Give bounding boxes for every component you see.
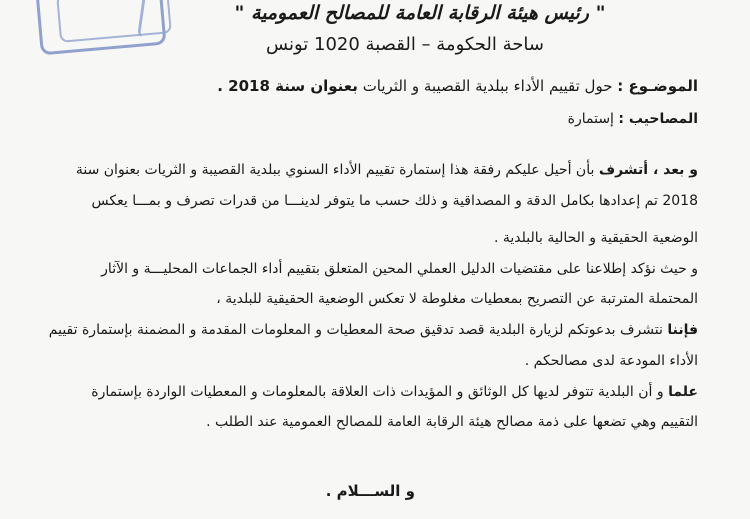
body-line-7: الأداء المودعة لدى مصالحكم . xyxy=(524,353,698,369)
body-line-6-lead: فإننا xyxy=(667,322,698,338)
body-line-8-text: و أن البلدية تتوفر لديها كل الوثائق و المؤيدات ذات العلاقة بالمعلومات و المعطيات الواردة بإستمارة xyxy=(91,384,664,400)
body-line-8 xyxy=(91,384,698,400)
subject-line xyxy=(217,77,698,95)
body-line-5: المحتملة المترتبة عن التصريح بمعطيات مغلوطة لا تعكس الوضعية الحقيقية للبلدية ، xyxy=(216,291,698,307)
body-line-4: و حيث نؤكد إطلاعنا على مقتضيات الدليل العملي المحين المتعلق بتقييم أداء الجماعات المحليـــة و الآثار xyxy=(101,261,698,277)
attachment-text: إستمارة xyxy=(567,111,614,127)
recipient-address: ساحة الحكومة – القصبة 1020 تونس xyxy=(266,34,544,55)
recipient-title: " رئيس هيئة الرقابة العامة للمصالح العمومية " xyxy=(234,2,606,24)
body-line-1 xyxy=(76,162,698,178)
body-line-1-lead: و بعد ، أتشرف xyxy=(598,162,698,178)
subject-year: بعنوان سنة 2018 . xyxy=(217,77,358,95)
body-line-6-text: نتشرف بدعوتكم لزيارة البلدية قصد تدقيق صحة المعطيات و المعلومات المقدمة و المضمنة بإستمارة تقييم xyxy=(48,322,663,338)
body-line-3: الوضعية الحقيقية و الحالية بالبلدية . xyxy=(493,230,698,246)
closing-salutation: و الســـلام . xyxy=(325,482,415,500)
attachment-label: المصاحيب : xyxy=(618,111,698,127)
body-line-8-lead: علما xyxy=(668,384,698,400)
body-line-6 xyxy=(49,322,698,338)
attachment-line xyxy=(568,111,698,127)
subject-text: حول تقييم الأداء ببلدية القصيبة و الثريات xyxy=(362,77,613,95)
body-line-9: التقييم وهي تضعها على ذمة مصالح هيئة الرقابة العامة للمصالح العمومية عند الطلب . xyxy=(206,414,698,430)
subject-label: الموضـوع : xyxy=(617,77,698,95)
body-line-2: 2018 تم إعدادها بكامل الدقة و المصداقية و ذلك حسب ما يتوفر لدينـــا من قدرات تصرف و بمـــا يعكس xyxy=(91,193,698,209)
body-line-1-text: بأن أحيل عليكم رفقة هذا إستمارة تقييم الأداء السنوي ببلدية القصيبة و الثريات بعنوان سنة xyxy=(75,162,595,178)
